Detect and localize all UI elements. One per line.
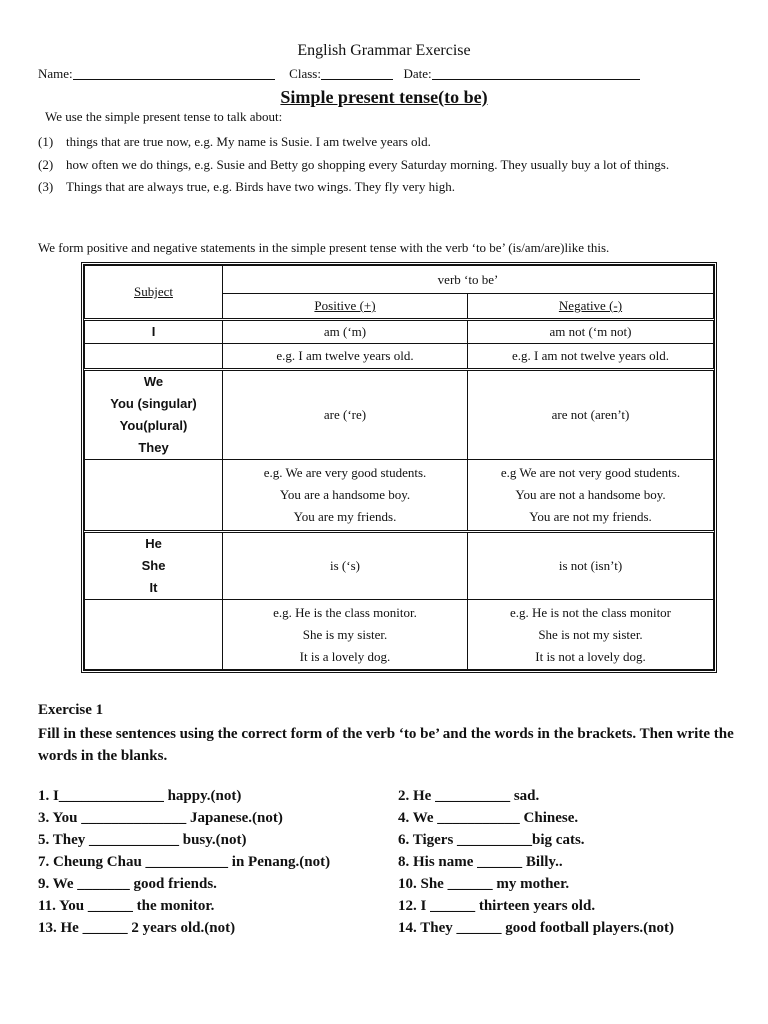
positive-header: Positive (+) xyxy=(223,294,468,320)
question-item[interactable]: 8. His name ______ Billy.. xyxy=(398,854,563,870)
question-item[interactable]: 13. He ______ 2 years old.(not) xyxy=(38,920,236,936)
positive-form: is (‘s) xyxy=(223,532,468,600)
name-blank[interactable] xyxy=(73,66,275,80)
date-label: Date: xyxy=(403,66,432,81)
negative-example: e.g. He is not the class monitor She is not my sister. It is not a lovely dog. xyxy=(468,600,714,670)
name-label: Name: xyxy=(38,66,73,81)
positive-example: e.g. We are very good students. You are a handsome boy. You are my friends. xyxy=(223,460,468,532)
exercise-heading: Exercise 1 xyxy=(38,702,104,718)
question-item[interactable]: 7. Cheung Chau ___________ in Penang.(not) xyxy=(38,854,331,870)
question-item[interactable]: 10. She ______ my mother. xyxy=(398,876,570,892)
question-item[interactable]: 12. I ______ thirteen years old. xyxy=(398,898,596,914)
subject-header: Subject xyxy=(85,266,223,320)
subject-cell: I xyxy=(85,320,223,344)
date-blank[interactable] xyxy=(432,66,640,80)
class-blank[interactable] xyxy=(321,66,393,80)
positive-example: e.g. He is the class monitor. She is my sister. It is a lovely dog. xyxy=(223,600,468,670)
empty-cell xyxy=(85,344,223,370)
question-item[interactable]: 1. I______________ happy.(not) xyxy=(38,788,242,804)
positive-form: am (‘m) xyxy=(223,320,468,344)
negative-header: Negative (-) xyxy=(468,294,714,320)
usage-list xyxy=(38,131,748,199)
subject-cell: He She It xyxy=(85,532,223,600)
intro-lead: We use the simple present tense to talk about: xyxy=(45,109,283,124)
negative-form: is not (isn’t) xyxy=(468,532,714,600)
negative-example: e.g. I am not twelve years old. xyxy=(468,344,714,370)
positive-form: are (‘re) xyxy=(223,370,468,460)
question-item[interactable]: 3. You ______________ Japanese.(not) xyxy=(38,810,283,826)
question-item[interactable]: 5. They ____________ busy.(not) xyxy=(38,832,247,848)
student-info-line xyxy=(38,66,640,82)
class-label: Class: xyxy=(289,66,321,81)
question-item[interactable]: 9. We _______ good friends. xyxy=(38,876,217,892)
empty-cell xyxy=(85,460,223,532)
worksheet-title: English Grammar Exercise xyxy=(297,42,471,59)
positive-example: e.g. I am twelve years old. xyxy=(223,344,468,370)
negative-example: e.g We are not very good students. You are not a handsome boy. You are not my friends. xyxy=(468,460,714,532)
empty-cell xyxy=(85,600,223,670)
subject-cell: We You (singular) You(plural) They xyxy=(85,370,223,460)
negative-form: are not (aren’t) xyxy=(468,370,714,460)
verb-to-be-table xyxy=(81,262,717,673)
lesson-subtitle: Simple present tense(to be) xyxy=(280,87,488,107)
usage-item: (3) Things that are always true, e.g. Birds have two wings. They fly very high. xyxy=(38,179,455,194)
question-item[interactable]: 4. We ___________ Chinese. xyxy=(398,810,579,826)
question-item[interactable]: 6. Tigers __________big cats. xyxy=(398,832,585,848)
question-item[interactable]: 11. You ______ the monitor. xyxy=(38,898,215,914)
question-item[interactable]: 14. They ______ good football players.(not) xyxy=(398,920,674,936)
form-statement: We form positive and negative statements in the simple present tense with the verb ‘to be’ (is/am/are)like this. xyxy=(38,240,610,255)
usage-item: (2) how often we do things, e.g. Susie and Betty go shopping every Saturday morning. They usually buy a lot of things. xyxy=(38,156,670,172)
verb-header: verb ‘to be’ xyxy=(223,266,714,294)
exercise-instructions: Fill in these sentences using the correct form of the verb ‘to be’ and the words in the brackets. Then write the words in the blanks. xyxy=(38,726,734,764)
usage-item: (1) things that are true now, e.g. My name is Susie. I am twelve years old. xyxy=(38,134,431,149)
negative-form: am not (‘m not) xyxy=(468,320,714,344)
question-item[interactable]: 2. He __________ sad. xyxy=(398,788,540,804)
